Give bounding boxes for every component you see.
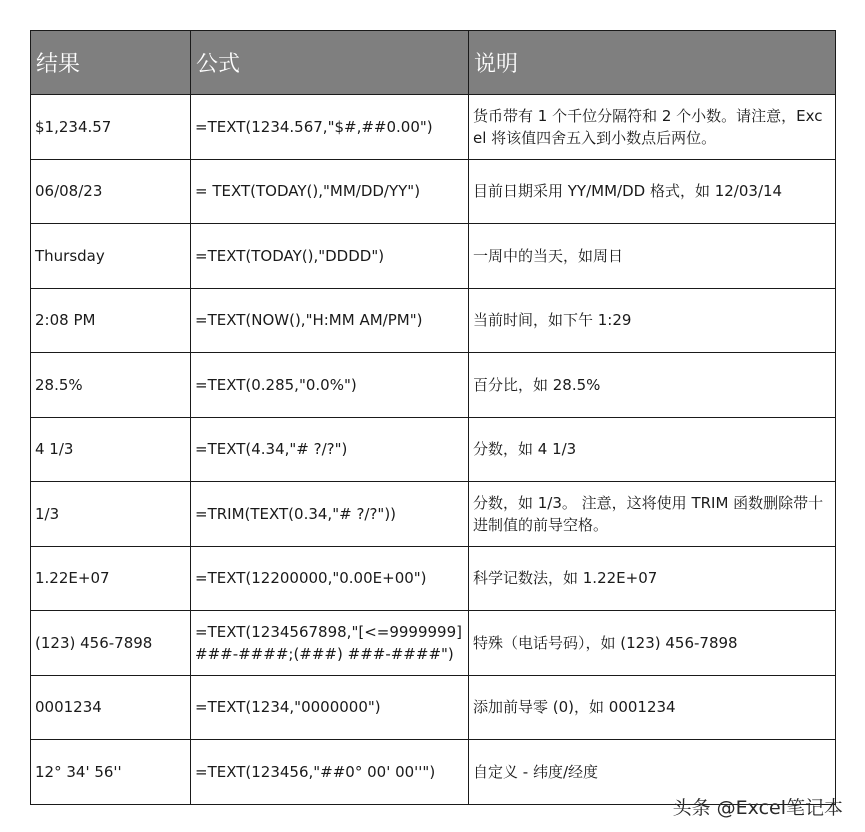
table-row [31,353,836,418]
cell-formula: =TEXT(4.34,"# ?/?") [191,417,469,482]
cell-result: (123) 456-7898 [31,611,191,676]
cell-result: 28.5% [31,353,191,418]
header-description: 说明 [469,31,836,95]
cell-description: 分数，如 4 1/3 [469,417,836,482]
cell-description: 添加前导零 (0)，如 0001234 [469,675,836,740]
cell-formula: =TEXT(12200000,"0.00E+00") [191,546,469,611]
table-row [31,417,836,482]
table-row [31,288,836,353]
cell-formula: =TEXT(TODAY(),"DDDD") [191,224,469,289]
cell-description: 科学记数法，如 1.22E+07 [469,546,836,611]
cell-result: 12° 34' 56'' [31,740,191,805]
table-row [31,95,836,160]
cell-result: 1/3 [31,482,191,547]
watermark: 头条 @Excel笔记本 [672,797,843,819]
text-function-table [30,30,836,805]
cell-description: 一周中的当天，如周日 [469,224,836,289]
cell-description: 百分比，如 28.5% [469,353,836,418]
cell-formula: =TEXT(1234.567,"$#,##0.00") [191,95,469,160]
cell-description: 货币带有 1 个千位分隔符和 2 个小数。请注意，Excel 将该值四舍五入到小数点后两位。 [469,95,836,160]
cell-result: $1,234.57 [31,95,191,160]
header-formula: 公式 [191,31,469,95]
cell-result: 4 1/3 [31,417,191,482]
cell-result: 06/08/23 [31,159,191,224]
cell-description: 目前日期采用 YY/MM/DD 格式，如 12/03/14 [469,159,836,224]
cell-description: 自定义 - 纬度/经度 [469,740,836,805]
cell-result: 0001234 [31,675,191,740]
cell-formula: =TEXT(1234,"0000000") [191,675,469,740]
table-row [31,482,836,547]
cell-result: 1.22E+07 [31,546,191,611]
cell-description: 当前时间，如下午 1:29 [469,288,836,353]
cell-formula: =TEXT(NOW(),"H:MM AM/PM") [191,288,469,353]
header-row [31,31,836,95]
table-header [31,31,836,95]
table-row [31,675,836,740]
cell-result: Thursday [31,224,191,289]
cell-formula: =TEXT(123456,"##0° 00' 00''") [191,740,469,805]
table-row [31,224,836,289]
cell-result: 2:08 PM [31,288,191,353]
table-row [31,546,836,611]
table-row [31,159,836,224]
cell-formula: =TEXT(0.285,"0.0%") [191,353,469,418]
cell-formula: =TRIM(TEXT(0.34,"# ?/?")) [191,482,469,547]
table-body [31,95,836,805]
table-row [31,611,836,676]
cell-formula: =TEXT(1234567898,"[<=9999999]###-####;(###) ###-####") [191,611,469,676]
cell-description: 特殊（电话号码），如 (123) 456-7898 [469,611,836,676]
cell-description: 分数，如 1/3。 注意，这将使用 TRIM 函数删除带十进制值的前导空格。 [469,482,836,547]
cell-formula: = TEXT(TODAY(),"MM/DD/YY") [191,159,469,224]
header-result: 结果 [31,31,191,95]
